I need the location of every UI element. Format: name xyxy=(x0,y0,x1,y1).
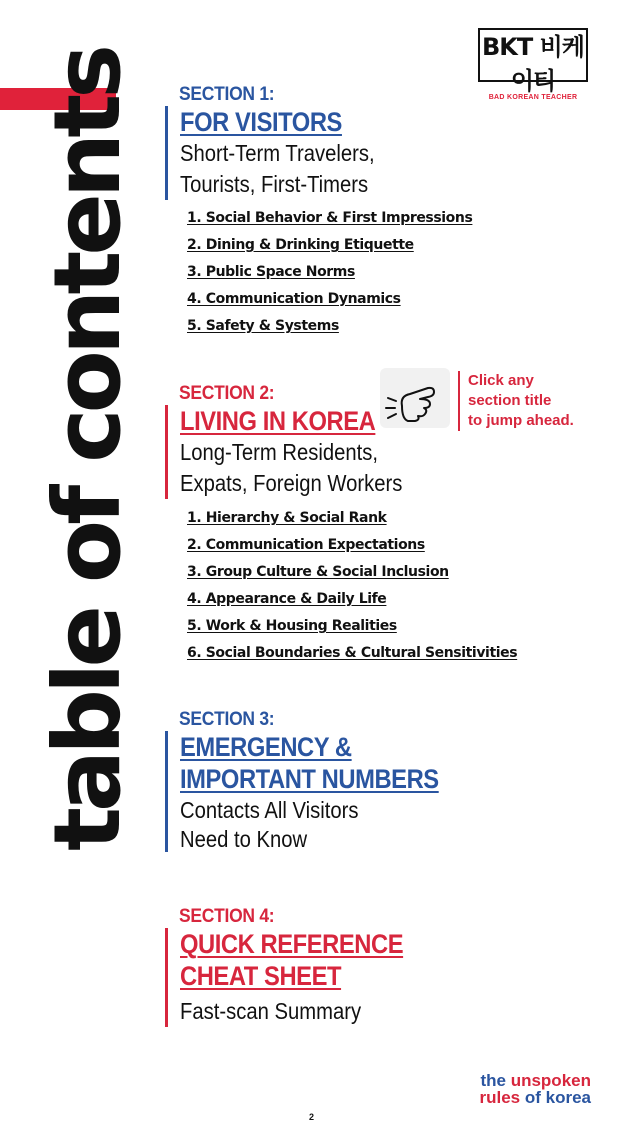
section-subtitle: Fast-scan Summary xyxy=(180,998,362,1024)
section-subtitle: Tourists, First-Timers xyxy=(180,171,369,197)
vertical-title-text: table of contents xyxy=(34,49,141,851)
brand-word: unspoken xyxy=(510,1071,591,1090)
section-label: SECTION 1: xyxy=(179,84,275,105)
vertical-title xyxy=(28,49,148,851)
section-label: SECTION 2: xyxy=(179,383,275,404)
section-subtitle: Long-Term Residents, xyxy=(180,439,378,465)
section-body xyxy=(165,731,474,852)
toc-item-link[interactable]: 2. Communication Expectations xyxy=(187,537,425,553)
section-body xyxy=(165,106,401,200)
section-2-items xyxy=(187,505,517,667)
section-3-title-link[interactable]: EMERGENCY & xyxy=(180,732,352,762)
logo-main: BKT 비케이티 xyxy=(482,33,584,95)
section-4 xyxy=(165,906,434,1027)
callout-line: section title xyxy=(468,392,552,409)
toc-item-link[interactable]: 2. Dining & Drinking Etiquette xyxy=(187,237,414,253)
brand-word: of korea xyxy=(524,1088,591,1107)
page-number: 2 xyxy=(308,1112,314,1122)
toc-item-link[interactable]: 5. Work & Housing Realities xyxy=(187,618,397,634)
callout-line: Click any xyxy=(468,372,534,389)
toc-item-link[interactable]: 3. Group Culture & Social Inclusion xyxy=(187,564,449,580)
toc-item-link[interactable]: 3. Public Space Norms xyxy=(187,264,355,280)
section-body xyxy=(165,928,434,1027)
section-3 xyxy=(165,709,474,852)
toc-item-link[interactable]: 4. Communication Dynamics xyxy=(187,291,401,307)
section-subtitle: Expats, Foreign Workers xyxy=(180,470,403,496)
section-4-title-link[interactable]: QUICK REFERENCE xyxy=(180,929,404,959)
bkt-logo xyxy=(478,28,588,101)
pointing-hand-icon xyxy=(380,368,450,428)
jump-hint-callout xyxy=(458,371,608,431)
section-1-items xyxy=(187,205,472,340)
logo-sub: BAD KOREAN TEACHER xyxy=(488,94,578,101)
toc-item-link[interactable]: 4. Appearance & Daily Life xyxy=(187,591,387,607)
section-3-title-link[interactable]: IMPORTANT NUMBERS xyxy=(180,764,439,794)
section-subtitle: Contacts All Visitors xyxy=(180,797,359,823)
section-2-title-link[interactable]: LIVING IN KOREA xyxy=(180,406,376,436)
section-4-title-link[interactable]: CHEAT SHEET xyxy=(180,961,342,991)
section-label: SECTION 4: xyxy=(179,906,275,927)
brand-word: rules xyxy=(479,1088,521,1107)
brand-wordmark xyxy=(479,1072,591,1106)
toc-item-link[interactable]: 1. Social Behavior & First Impressions xyxy=(187,210,473,226)
section-1-title-link[interactable]: FOR VISITORS xyxy=(180,107,342,137)
section-subtitle: Need to Know xyxy=(180,826,308,852)
callout-line: to jump ahead. xyxy=(468,412,574,429)
brand-word: the xyxy=(480,1071,506,1090)
toc-item-link[interactable]: 6. Social Boundaries & Cultural Sensitivities xyxy=(187,645,518,661)
toc-item-link[interactable]: 5. Safety & Systems xyxy=(187,318,339,334)
section-1 xyxy=(165,84,401,200)
toc-item-link[interactable]: 1. Hierarchy & Social Rank xyxy=(187,510,387,526)
section-subtitle: Short-Term Travelers, xyxy=(180,140,375,166)
section-label: SECTION 3: xyxy=(179,709,275,730)
